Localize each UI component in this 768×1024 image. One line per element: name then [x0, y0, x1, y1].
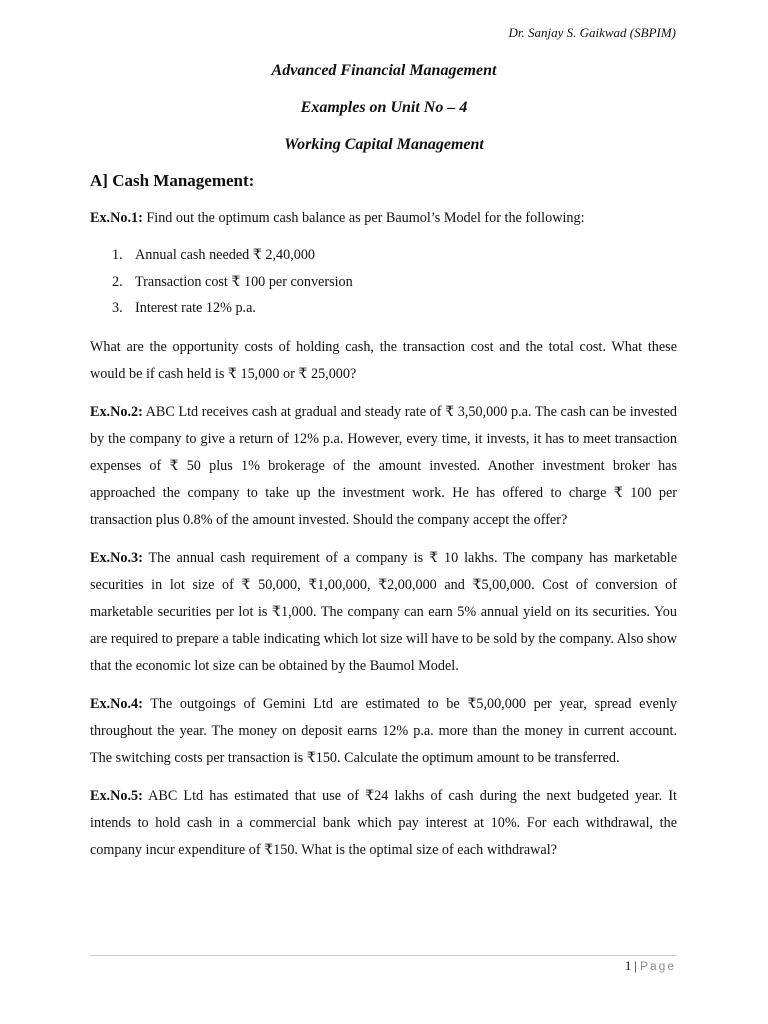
example-4 — [90, 691, 677, 772]
list-item-text: Annual cash needed ₹ 2,40,000 — [135, 247, 316, 263]
footer-separator: | — [634, 958, 637, 973]
example-1-label: Ex.No.1: — [90, 210, 143, 226]
example-4-text: The outgoings of Gemini Ltd are estimated to be ₹5,00,000 per year, spread evenly throughout the year. The money on deposit earns 12% p.a. more than the money in current account. The switching costs per transaction is ₹150. Calculate the optimum amount to be transferred. — [90, 695, 677, 766]
example-2 — [90, 399, 677, 534]
example-3-text: The annual cash requirement of a company is ₹ 10 lakhs. The company has marketable securities in lot size of ₹ 50,000, ₹1,00,000, ₹2,00,000 and ₹5,00,000. Cost of conversion of marketable securities per lot is ₹1,000. The company can earn 5% annual yield on its securities. You are required to prepare a table indicating which lot size will have to be sold by the company. Also show that the economic lot size can be obtained by the Baumol Model. — [90, 549, 677, 674]
example-1-list — [90, 242, 677, 322]
header-author: Dr. Sanjay S. Gaikwad (SBPIM) — [508, 25, 676, 40]
document-body — [90, 205, 677, 875]
list-item-text: Interest rate 12% p.a. — [135, 300, 256, 316]
page-label: Page — [639, 959, 676, 973]
footer-divider — [90, 955, 677, 956]
example-5 — [90, 783, 677, 864]
page-footer — [625, 958, 676, 974]
example-1-question: What are the opportunity costs of holding cash, the transaction cost and the total cost. What these would be if cash held is ₹ 15,000 or ₹ 25,000? — [90, 338, 677, 382]
example-3-label: Ex.No.3: — [90, 549, 143, 566]
unit-title: Examples on Unit No – 4 — [300, 99, 468, 116]
title-block — [0, 60, 768, 171]
example-3 — [90, 545, 677, 680]
list-item — [90, 269, 677, 296]
list-item — [90, 295, 677, 322]
example-2-label: Ex.No.2: — [90, 403, 143, 420]
list-item — [90, 242, 677, 269]
list-item-number: 2. — [112, 273, 123, 290]
topic-title: Working Capital Management — [284, 136, 484, 153]
example-5-label: Ex.No.5: — [90, 787, 143, 804]
example-1-intro-text: Find out the optimum cash balance as per Baumol’s Model for the following: — [142, 210, 585, 226]
list-item-number: 1. — [112, 247, 123, 263]
section-heading: A] Cash Management: — [90, 171, 255, 190]
example-2-text: ABC Ltd receives cash at gradual and steady rate of ₹ 3,50,000 p.a. The cash can be invested by the company to give a return of 12% p.a. However, every time, it invests, it has to meet transaction expenses of ₹ 50 plus 1% brokerage of the amount invested. Another investment broker has approached the company to take up the investment work. He has offered to charge ₹ 100 per transaction plus 0.8% of the amount invested. Should the company accept the offer? — [90, 403, 677, 528]
course-title: Advanced Financial Management — [271, 62, 497, 79]
example-4-label: Ex.No.4: — [90, 695, 143, 712]
example-1-intro — [90, 205, 677, 232]
page-number: 1 — [624, 958, 632, 973]
list-item-number: 3. — [112, 300, 123, 316]
example-5-text: ABC Ltd has estimated that use of ₹24 lakhs of cash during the next budgeted year. It intends to hold cash in a commercial bank which pay interest at 10%. For each withdrawal, the company incur expenditure of ₹150. What is the optimal size of each withdrawal? — [90, 787, 677, 858]
list-item-text: Transaction cost ₹ 100 per conversion — [135, 273, 353, 290]
